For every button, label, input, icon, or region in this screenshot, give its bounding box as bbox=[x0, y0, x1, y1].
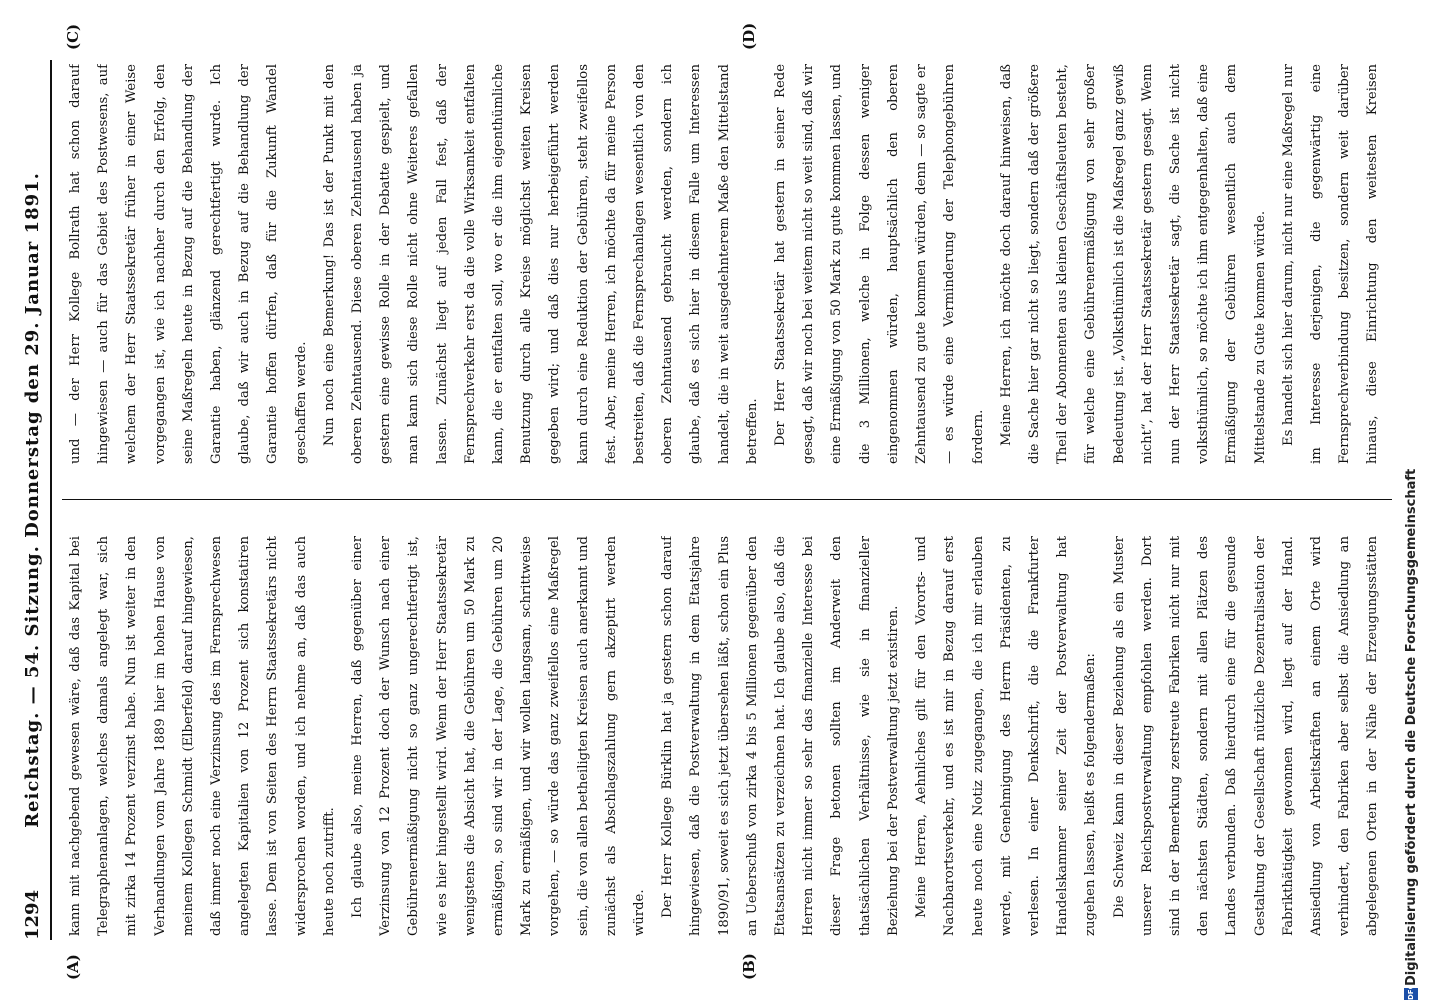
dfg-logo-icon: DFG bbox=[1404, 988, 1418, 1000]
page-header bbox=[18, 60, 52, 940]
paragraph: und — der Herr Kollege Bollrath hat schon darauf hingewiesen — auch für das Gebiet des Postwesens, auf welchem der Herr Staatssekretär früher in einer Weise vorgegangen ist, wie ich nachher durch den Erfolg, den seine Maßregeln heute in Bezug auf die Behandlung der Garantie haben, glänzend gerechtfertigt wurde. Ich glaube, daß wir auch in Bezug auf die Behandlung der Garantie hoffen dürfen, daß für die Zukunft Wandel geschaffen werde. bbox=[68, 64, 309, 464]
paragraph: Ich glaube also, meine Herren, daß gegenüber einer Verzinsung von 12 Prozent doch der Wunsch nach einer Gebührenermäßigung nicht so ganz ungerechtfertigt ist, wie es hier hingestellt wird. Wenn der Herr Staatssekretär wenigstens die Absicht hat, die Gebühren um 50 Mark zu ermäßigen, so sind wir in der Lage, die Gebühren um 20 Mark zu ermäßigen, und wir wollen langsam, schrittweise vorgehen, — so würde das ganz zweifellos eine Maßregel sein, die von allen betheiligten Kreisen auch anerkannt und zunächst als Abschlagszahlung gern akzeptirt werden würde. bbox=[350, 536, 648, 936]
quote-paragraph: Die Schweiz kann in dieser Beziehung als ein Muster unserer Reichspostverwaltung empfohlen werden. Dort sind in der Bemerkung zerstreute Fabriken nicht nur mit den nächsten Städten, sondern mit allen Plätzen des Landes verbunden. Daß hierdurch eine für die gesunde Gestaltung der Gesellschaft nützliche Dezentralisation der Fabrikthätigkeit gewonnen wird, liegt auf der Hand. Ansiedlung von Arbeitskräften an einem Orte wird verhindert, den Fabriken aber selbst die Ansiedlung an abgelegenen Orten in der Nähe der Erzeugungsstätten bbox=[1111, 536, 1381, 936]
margin-mark-a: (A) bbox=[64, 954, 82, 980]
paragraph: Der Herr Kollege Bürklin hat ja gestern schon darauf hingewiesen, daß die Postverwaltung in dem Etatsjahre 1890/91, soweit es sich jetzt übersehen läßt, schon ein Plus an Ueberschuß von zirka 4 bis 5 Millionen gegenüber den Etatsansätzen zu verzeichnen hat. Ich glaube also, daß die Herren nicht immer so sehr das finanzielle Interesse bei dieser Frage betonen sollten im Anderweit den thatsächlichen Verhältnisse, wie sie in finanzieller Beziehung bei der Postverwaltung jetzt existiren. bbox=[660, 536, 901, 936]
page-number: 1294 bbox=[22, 889, 43, 940]
margin-mark-c: (C) bbox=[64, 23, 82, 50]
paragraph: Nun noch eine Bemerkung! Das ist der Punkt mit den oberen Zehntausend. Diese oberen Zehntausend haben ja gestern eine gewisse Rolle in der Debatte gespielt, und man kann sich diese Rolle nicht ohne Weiteres gefallen lassen. Zunächst liegt auf jeden Fall fest, daß der Fernsprechverkehr erst da die volle Wirksamkeit entfalten kann, die er entfalten soll, wo er die ihm eigenthümliche Benutzung durch alle Kreise möglichst weiten Kreisen gegeben wird; und daß dies nur herbeigeführt werden kann durch eine Reduktion der Gebühren, steht zweifellos fest. Aber, meine Herren, ich möchte da für meine Person bestreiten, daß die Fernsprechanlagen wesentlich von den oberen Zehntausend gebraucht werden, sondern ich glaube, daß es sich hier in diesem Falle um Interessen handelt, die in weit ausgedehnterem Maße den Mittelstand betreffen. bbox=[321, 64, 760, 464]
paragraph: Meine Herren, Aehnliches gilt für den Vororts- und Nachbarortsverkehr, und es ist mir in Bezug darauf erst heute noch eine Notiz zugegangen, die ich mir erlauben werde, mit Genehmigung des Herrn Präsidenten, zu verlesen. In einer Denkschrift, die die Frankfurter Handelskammer seiner Zeit der Postverwaltung hat zugehen lassen, heißt es folgendermaßen: bbox=[914, 536, 1099, 936]
paragraph: Der Herr Staatssekretär hat gestern in seiner Rede gesagt, daß wir noch bei weitem nicht so weit sind, daß wir eine Ermäßigung von 50 Mark zu gute kommen lassen, und die 3 Millionen, welche in Folge dessen weniger eingenommen würden, hauptsächlich den oberen Zehntausend zu gute kommen würden, denn — so sagte er — es würde eine Verminderung der Telephongebühren fordern. bbox=[773, 64, 986, 464]
column-divider bbox=[62, 499, 1392, 500]
margin-mark-d: (D) bbox=[740, 22, 758, 50]
left-text-column bbox=[62, 536, 1392, 936]
paragraph: kann mit nachgebend gewesen wäre, daß das Kapital bei Telegraphenanlagen, welches damals angelegt war, sich mit zirka 14 Prozent verzinst habe. Nun ist weiter in den Verhandlungen vom Jahre 1889 hier im hohen Hause von meinem Kollegen Schmidt (Elberfeld) darauf hingewiesen, daß immer noch eine Verzinsung des im Fernsprechwesen angelegten Kapitalien von 12 Prozent sich konstatiren lasse. Dem ist von Seiten des Herrn Staatssekretärs nicht widersprochen worden, und ich nehme an, daß das auch heute noch zutrifft. bbox=[68, 536, 337, 936]
digitization-footer bbox=[1396, 0, 1432, 1000]
page-title: Reichstag. — 54. Sitzung. Donnerstag den 29. Januar 1891. bbox=[22, 172, 43, 828]
right-text-column bbox=[62, 64, 1392, 464]
digitization-credit: Digitalisierung gefördert durch die Deutsche Forschungsgemeinschaft bbox=[1404, 468, 1419, 986]
paragraph: Meine Herren, ich möchte doch darauf hinweisen, daß die Sache hier gar nicht so liegt, sondern daß der größere Theil der Abonnenten aus kleinen Geschäftsleuten besteht, für welche eine Gebührenermäßigung von sehr großer Bedeutung ist. „Volksthümlich ist die Maßregel ganz gewiß nicht“, hat der Herr Staatssekretär gestern gesagt. Wenn nun der Herr Staatssekretär sagt, die Sache ist nicht volksthümlich, so möchte ich ihm entgegenhalten, daß eine Ermäßigung der Gebühren wesentlich auch dem Mittelstande zu Gute kommen würde. bbox=[998, 64, 1268, 464]
margin-mark-b: (B) bbox=[740, 953, 758, 980]
paragraph: Es handelt sich hier darum, nicht nur eine Maßregel nur im Interesse derjenigen, die gegenwärtig eine Fernsprechverbindung besitzen, sondern weit darüber hinaus, diese Einrichtung den weitesten Kreisen bbox=[1280, 64, 1381, 464]
